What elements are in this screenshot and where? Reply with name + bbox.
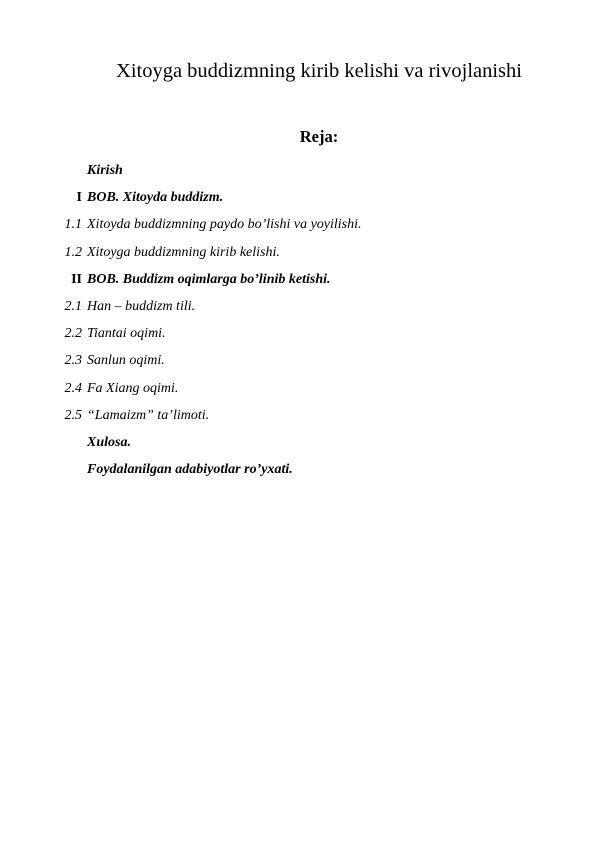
toc-item: [0, 184, 596, 211]
toc-item-number: 1.2: [64, 244, 82, 260]
toc-item: [0, 347, 596, 374]
toc-item: [0, 239, 596, 266]
toc-item-number: 2.3: [64, 353, 82, 369]
toc-item-text: Sanlun oqimi.: [87, 353, 165, 369]
toc-item-text: Xitoyda buddizmning paydo bo’lishi va yoyilishi.: [87, 217, 362, 233]
toc-item-text: Fa Xiang oqimi.: [87, 380, 179, 396]
toc-item-number: 2.2: [64, 326, 82, 342]
toc-item-text: BOB. Buddizm oqimlarga bo’linib ketishi.: [87, 271, 331, 287]
toc-item: [0, 293, 596, 320]
toc-item-text: Han – buddizm tili.: [87, 298, 196, 314]
toc-item: [0, 266, 596, 293]
toc-item-number: 2.5: [64, 407, 82, 423]
toc-item: [0, 429, 596, 456]
toc-item-text: Kirish: [87, 163, 123, 178]
toc-item-text: BOB. Xitoyda buddizm.: [87, 190, 224, 206]
toc-item-text: Xulosa.: [87, 434, 131, 450]
toc-item-text: Tiantai oqimi.: [87, 326, 166, 342]
plan-heading: Reja:: [299, 127, 339, 146]
toc-item-number: I: [76, 190, 82, 206]
toc-item-number: II: [71, 271, 82, 287]
table-of-contents: [0, 157, 596, 483]
toc-item-text: Xitoyga buddizmning kirib kelishi.: [87, 244, 280, 260]
toc-item-number: 2.1: [64, 298, 82, 314]
toc-item-text: Foydalanilgan adabiyotlar ro’yxati.: [87, 462, 293, 478]
toc-item: [0, 320, 596, 347]
toc-item: [0, 211, 596, 238]
toc-item-number: 1.1: [64, 217, 82, 233]
toc-item: [0, 157, 596, 184]
toc-item: [0, 375, 596, 402]
toc-item: [0, 456, 596, 483]
document-title: Xitoyga buddizmning kirib kelishi va rivojlanishi: [116, 60, 522, 82]
toc-item-number: 2.4: [64, 380, 82, 396]
toc-item: [0, 402, 596, 429]
toc-item-text: “Lamaizm” ta’limoti.: [87, 407, 210, 423]
